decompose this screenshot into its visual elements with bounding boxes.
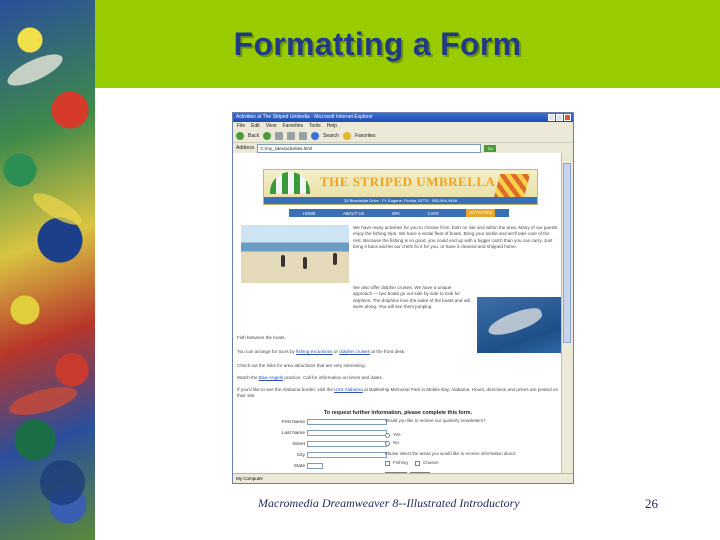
nav-cafe[interactable]: CAFE (427, 210, 439, 216)
status-bar: My Computer (233, 473, 573, 483)
cruises-checkbox[interactable] (415, 461, 420, 466)
tours-text: You can arrange for tours by (237, 349, 295, 354)
nav-about-us[interactable]: ABOUT US (342, 210, 365, 216)
back-icon[interactable] (236, 132, 244, 140)
form-heading: To request further information, please complete this form. (323, 410, 473, 416)
address-input[interactable]: C:\my_sites\activities.html (257, 144, 481, 153)
yes-label: Yes (393, 432, 401, 437)
dolphin-shape (486, 304, 545, 340)
slide-title: Formatting a Form (233, 26, 522, 62)
close-button[interactable] (564, 114, 571, 121)
banner-title: THE STRIPED UMBRELLA (320, 174, 496, 189)
decorative-art-strip (0, 0, 95, 540)
window-title: Activities at The Striped Umbrella - Microsoft Internet Explorer (236, 114, 373, 120)
alabama-text: If you'd like to see the Alabama border, visit the (237, 387, 333, 392)
slide-footer: Macromedia Dreamweaver 8--Illustrated Introductory (258, 496, 520, 510)
tours-line (237, 349, 475, 355)
state-label: State (293, 464, 305, 469)
person-figure (281, 255, 285, 267)
last-name-field[interactable] (307, 430, 387, 436)
umbrella-icon (270, 172, 310, 194)
fish-line: Fish between the boats. (237, 335, 286, 340)
uss-alabama-link[interactable]: USS Alabama (334, 387, 363, 392)
city-field[interactable] (307, 452, 387, 458)
forward-icon[interactable] (263, 132, 271, 140)
street-field[interactable] (307, 441, 387, 447)
street-label: Street (292, 442, 305, 447)
fishing-checkbox[interactable] (385, 461, 390, 466)
beach-photo (241, 225, 349, 283)
activities-paragraph: We have many activities for you to choose from, both on site and within the area. Many of our guests enjoy the fishing trips. We have a rental fleet of boats. Bring your tackle and we'll take care of the rest. Because the fishing is so good, you could end up with a bigger catch than you can carry. Just bring it back and let our chefs fix it for you, or have it cleaned and shipped home. (353, 225, 558, 250)
blue-angels-link[interactable]: Blue Angels (258, 375, 284, 380)
newsletter-yes-radio[interactable] (385, 433, 390, 438)
stop-icon[interactable] (275, 132, 283, 140)
art-stroke (40, 460, 85, 505)
alabama-text-end: at Battleship Memorial Park in Mobile Bay, Alabama. Hours, directions and prices are posted on their site. (237, 387, 559, 399)
art-stroke (29, 187, 86, 230)
search-label[interactable]: Search (323, 133, 339, 139)
newsletter-no-radio[interactable] (385, 441, 390, 446)
dolphin-photo (477, 297, 561, 353)
nav-activities[interactable]: ACTIVITIES (466, 209, 495, 217)
city-label: City (296, 453, 305, 458)
refresh-icon[interactable] (287, 132, 295, 140)
no-label: No (393, 440, 399, 445)
interest-question: Please select the areas you would like to receive information about: (385, 451, 517, 456)
menu-bar (233, 122, 573, 130)
nav-home[interactable]: HOME (302, 210, 316, 216)
person-figure (333, 253, 337, 265)
newsletter-question: Would you like to receive our quarterly newsletters? (385, 418, 486, 423)
banner-address: 25 Beachside Drive · Ft. Eugene, Florida 33775 · 555-594-9458 (264, 197, 537, 204)
blue-angels-line (237, 375, 557, 381)
window-controls (548, 114, 571, 121)
cruises-link[interactable]: dolphin cruises (339, 349, 370, 354)
dolphin-paragraph: We also offer dolphin cruises. We have a unique approach — two boats go out side by side to look for dolphins. The dolphins love the wake of the boats and will swim along. You will see them jumping (353, 285, 471, 310)
menu-file[interactable]: File (237, 123, 246, 129)
first-name-field[interactable] (307, 419, 387, 425)
state-field[interactable] (307, 463, 323, 469)
favorites-label[interactable]: Favorites (354, 133, 376, 139)
art-stroke (6, 381, 79, 420)
go-button[interactable]: Go (484, 145, 496, 152)
minimize-button[interactable] (548, 114, 555, 121)
attractions-line: Check out the links for area attractions that are very interesting. (237, 363, 366, 368)
alabama-line (237, 387, 559, 400)
blue-text-end: practice. Call for information on times and dates. (284, 375, 383, 380)
page-number: 26 (645, 496, 658, 511)
scrollbar-thumb[interactable] (563, 163, 571, 343)
back-label[interactable]: Back (248, 133, 260, 139)
site-nav (289, 209, 509, 217)
last-name-label: Last Name (281, 431, 305, 436)
tours-or: or (333, 349, 338, 354)
web-page (233, 153, 563, 475)
window-title-bar (233, 113, 573, 122)
tours-text-end: at the front desk. (371, 349, 406, 354)
favorites-icon[interactable] (343, 132, 351, 140)
blue-text: Watch the (237, 375, 258, 380)
browser-window (232, 112, 574, 484)
vertical-scrollbar[interactable] (561, 153, 573, 475)
menu-edit[interactable]: Edit (251, 123, 260, 129)
fishing-label: Fishing (393, 460, 408, 465)
toolbar (233, 130, 573, 143)
beach-chair-icon (494, 174, 530, 198)
fishing-link[interactable]: fishing excursions (296, 349, 333, 354)
maximize-button[interactable] (556, 114, 563, 121)
site-banner (263, 169, 538, 205)
first-name-label: First Name (281, 420, 305, 425)
menu-favorites[interactable]: Favorites (282, 123, 303, 129)
search-icon[interactable] (311, 132, 319, 140)
menu-tools[interactable]: Tools (309, 123, 321, 129)
address-label: Address (236, 145, 255, 151)
person-figure (303, 257, 307, 269)
art-stroke (4, 48, 67, 91)
menu-help[interactable]: Help (326, 123, 337, 129)
nav-spa[interactable]: SPA (391, 210, 400, 216)
menu-view[interactable]: View (265, 123, 277, 129)
home-icon[interactable] (299, 132, 307, 140)
cruises-label: Cruises (423, 460, 439, 465)
